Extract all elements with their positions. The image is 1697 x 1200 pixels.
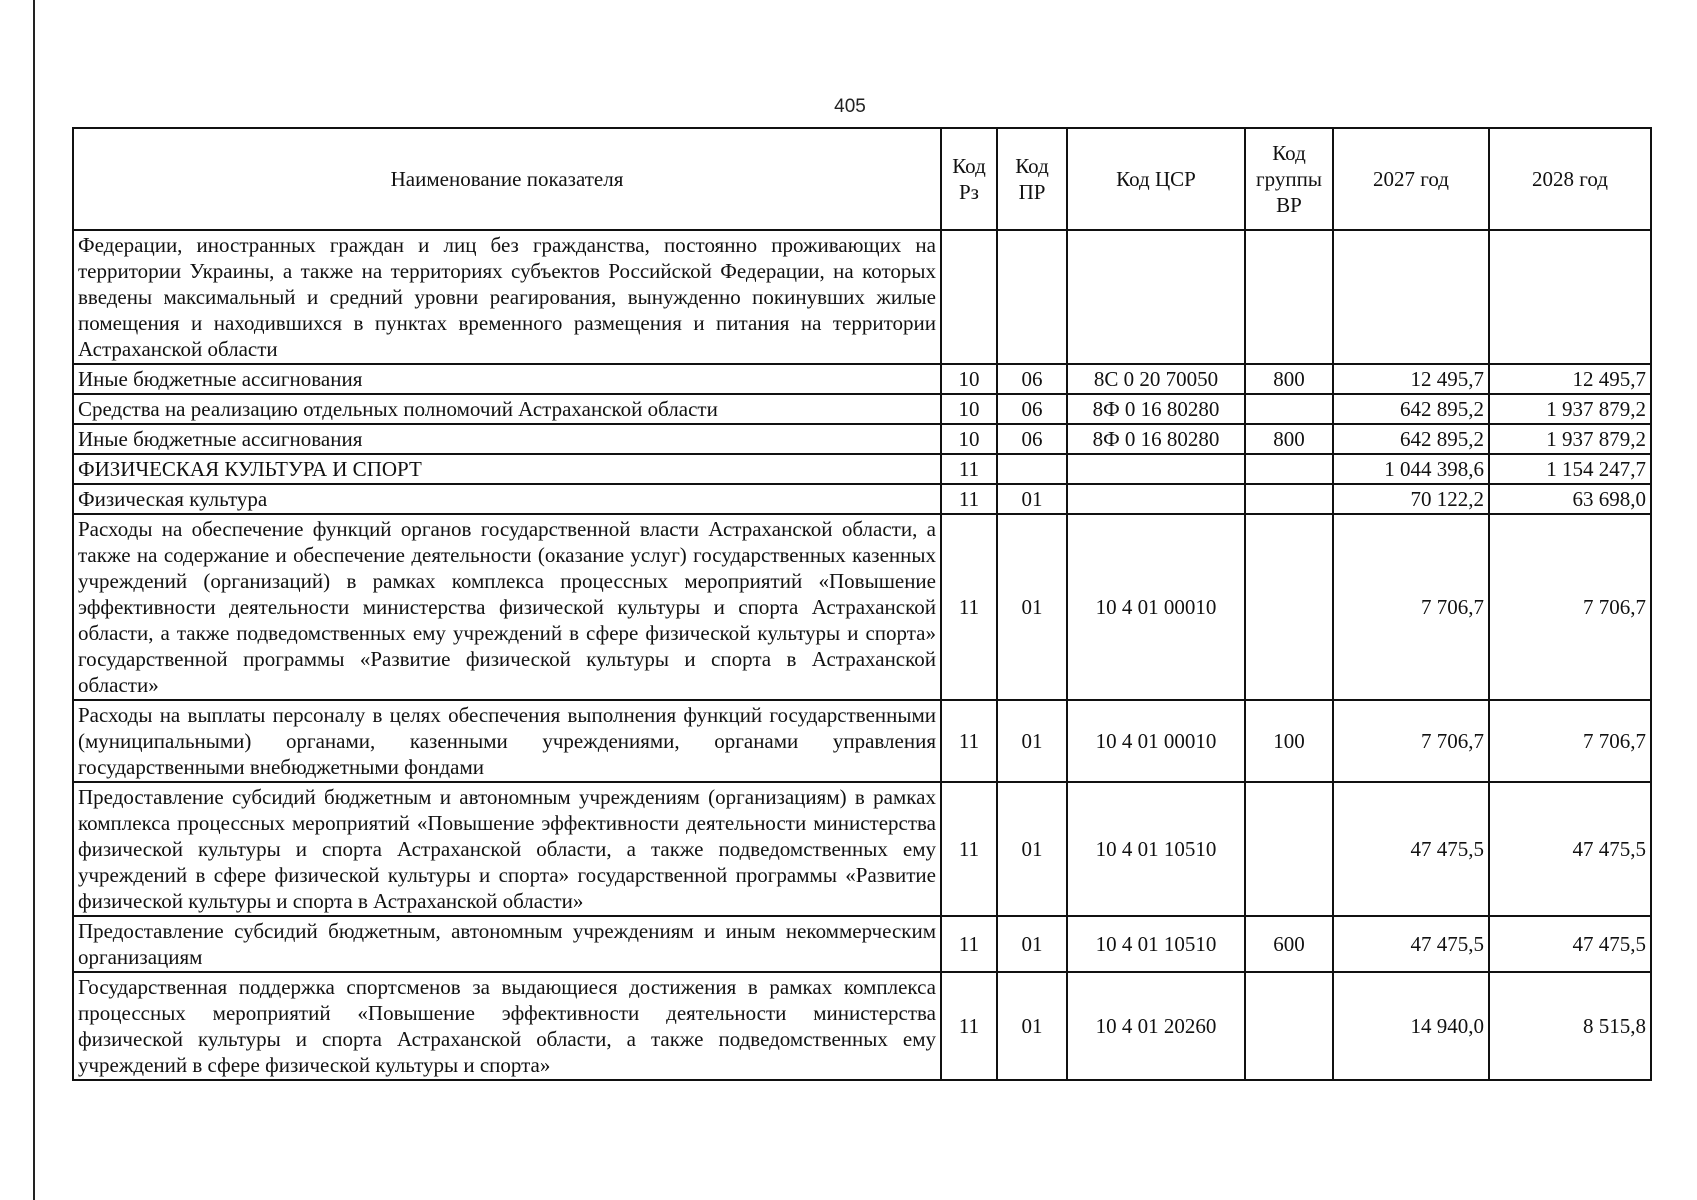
row-vr	[1245, 230, 1333, 364]
row-vr	[1245, 782, 1333, 916]
row-vr	[1245, 454, 1333, 484]
row-name: ФИЗИЧЕСКАЯ КУЛЬТУРА И СПОРТ	[73, 454, 941, 484]
row-rz: 10	[941, 424, 997, 454]
table-row	[73, 424, 1651, 454]
row-csr	[1067, 484, 1245, 514]
row-name: Государственная поддержка спортсменов за выдающиеся достижения в рамках комплекса процессных мероприятий «Повышение эффективности деятельности министерства физической культуры и спорта Астраханской области, а также подведомственных ему учреждений в сфере физической культуры и спорта»	[73, 972, 941, 1080]
row-name: Расходы на обеспечение функций органов государственной власти Астраханской области, а также на содержание и обеспечение деятельности (оказание услуг) государственных казенных учреждений (организаций) в рамках комплекса процессных мероприятий «Повышение эффективности деятельности министерства физической культуры и спорта Астраханской области, а также подведомственных ему учреждений в сфере физической культуры и спорта» государственной программы «Развитие физической культуры и спорта в Астраханской области»	[73, 514, 941, 700]
row-2027: 47 475,5	[1333, 916, 1489, 972]
row-2028: 12 495,7	[1489, 364, 1651, 394]
row-2027: 1 044 398,6	[1333, 454, 1489, 484]
row-vr: 800	[1245, 424, 1333, 454]
row-rz: 11	[941, 916, 997, 972]
row-2027: 14 940,0	[1333, 972, 1489, 1080]
row-2027	[1333, 230, 1489, 364]
table-row	[73, 700, 1651, 782]
table-row	[73, 394, 1651, 424]
row-2028: 1 937 879,2	[1489, 394, 1651, 424]
row-name: Предоставление субсидий бюджетным, автономным учреждениям и иным некоммерческим организациям	[73, 916, 941, 972]
header-2027: 2027 год	[1333, 128, 1489, 230]
table-row	[73, 782, 1651, 916]
row-2027: 47 475,5	[1333, 782, 1489, 916]
row-vr: 600	[1245, 916, 1333, 972]
row-csr	[1067, 230, 1245, 364]
row-name: Расходы на выплаты персоналу в целях обеспечения выполнения функций государственными (муниципальными) органами, казенными учреждениями, органами управления государственными внебюджетными фондами	[73, 700, 941, 782]
row-vr	[1245, 972, 1333, 1080]
row-name: Средства на реализацию отдельных полномочий Астраханской области	[73, 394, 941, 424]
row-vr	[1245, 484, 1333, 514]
table-row	[73, 514, 1651, 700]
row-pr: 01	[997, 782, 1067, 916]
budget-table	[72, 127, 1652, 1081]
table-header-row	[73, 128, 1651, 230]
row-pr	[997, 454, 1067, 484]
row-2027: 642 895,2	[1333, 424, 1489, 454]
row-2028	[1489, 230, 1651, 364]
table-row	[73, 454, 1651, 484]
row-pr: 01	[997, 514, 1067, 700]
row-name: Федерации, иностранных граждан и лиц без гражданства, постоянно проживающих на территории Украины, а также на территориях субъектов Российской Федерации, на которых введены максимальный и средний уровни реагирования, вынужденно покинувших жилые помещения и находившихся в пунктах временного размещения и питания на территории Астраханской области	[73, 230, 941, 364]
row-2028: 47 475,5	[1489, 782, 1651, 916]
row-2027: 12 495,7	[1333, 364, 1489, 394]
row-csr: 8Ф 0 16 80280	[1067, 394, 1245, 424]
row-2028: 7 706,7	[1489, 700, 1651, 782]
row-vr	[1245, 394, 1333, 424]
row-csr: 10 4 01 00010	[1067, 514, 1245, 700]
row-name: Физическая культура	[73, 484, 941, 514]
header-2028: 2028 год	[1489, 128, 1651, 230]
row-2027: 7 706,7	[1333, 514, 1489, 700]
row-csr: 8Ф 0 16 80280	[1067, 424, 1245, 454]
row-pr: 06	[997, 394, 1067, 424]
row-rz: 11	[941, 782, 997, 916]
table-row	[73, 916, 1651, 972]
row-2028: 47 475,5	[1489, 916, 1651, 972]
row-2028: 1 937 879,2	[1489, 424, 1651, 454]
row-2028: 7 706,7	[1489, 514, 1651, 700]
header-name: Наименование показателя	[73, 128, 941, 230]
row-name: Предоставление субсидий бюджетным и автономным учреждениям (организациям) в рамках комплекса процессных мероприятий «Повышение эффективности деятельности министерства физической культуры и спорта Астраханской области, а также подведомственных ему учреждений в сфере физической культуры и спорта» государственной программы «Развитие физической культуры и спорта в Астраханской области»	[73, 782, 941, 916]
row-pr: 01	[997, 700, 1067, 782]
row-csr: 10 4 01 10510	[1067, 782, 1245, 916]
page-number: 405	[834, 96, 866, 117]
row-name: Иные бюджетные ассигнования	[73, 364, 941, 394]
row-rz: 10	[941, 364, 997, 394]
row-pr: 01	[997, 916, 1067, 972]
row-vr	[1245, 514, 1333, 700]
header-csr: Код ЦСР	[1067, 128, 1245, 230]
table-row	[73, 972, 1651, 1080]
table-row	[73, 230, 1651, 364]
row-2028: 8 515,8	[1489, 972, 1651, 1080]
row-rz: 11	[941, 972, 997, 1080]
row-pr: 01	[997, 484, 1067, 514]
binding-margin-line	[33, 0, 35, 1200]
row-pr	[997, 230, 1067, 364]
row-rz: 11	[941, 514, 997, 700]
header-pr: Код ПР	[997, 128, 1067, 230]
row-2027: 70 122,2	[1333, 484, 1489, 514]
row-csr	[1067, 454, 1245, 484]
row-vr: 800	[1245, 364, 1333, 394]
row-pr: 01	[997, 972, 1067, 1080]
row-name: Иные бюджетные ассигнования	[73, 424, 941, 454]
row-csr: 10 4 01 10510	[1067, 916, 1245, 972]
row-rz	[941, 230, 997, 364]
row-csr: 8С 0 20 70050	[1067, 364, 1245, 394]
row-csr: 10 4 01 20260	[1067, 972, 1245, 1080]
row-rz: 11	[941, 700, 997, 782]
row-2028: 1 154 247,7	[1489, 454, 1651, 484]
table-row	[73, 364, 1651, 394]
row-rz: 10	[941, 394, 997, 424]
table-row	[73, 484, 1651, 514]
row-rz: 11	[941, 454, 997, 484]
row-vr: 100	[1245, 700, 1333, 782]
header-rz: Код Рз	[941, 128, 997, 230]
row-pr: 06	[997, 424, 1067, 454]
row-pr: 06	[997, 364, 1067, 394]
row-2028: 63 698,0	[1489, 484, 1651, 514]
row-2027: 642 895,2	[1333, 394, 1489, 424]
header-vr: Код группы ВР	[1245, 128, 1333, 230]
row-rz: 11	[941, 484, 997, 514]
row-csr: 10 4 01 00010	[1067, 700, 1245, 782]
row-2027: 7 706,7	[1333, 700, 1489, 782]
